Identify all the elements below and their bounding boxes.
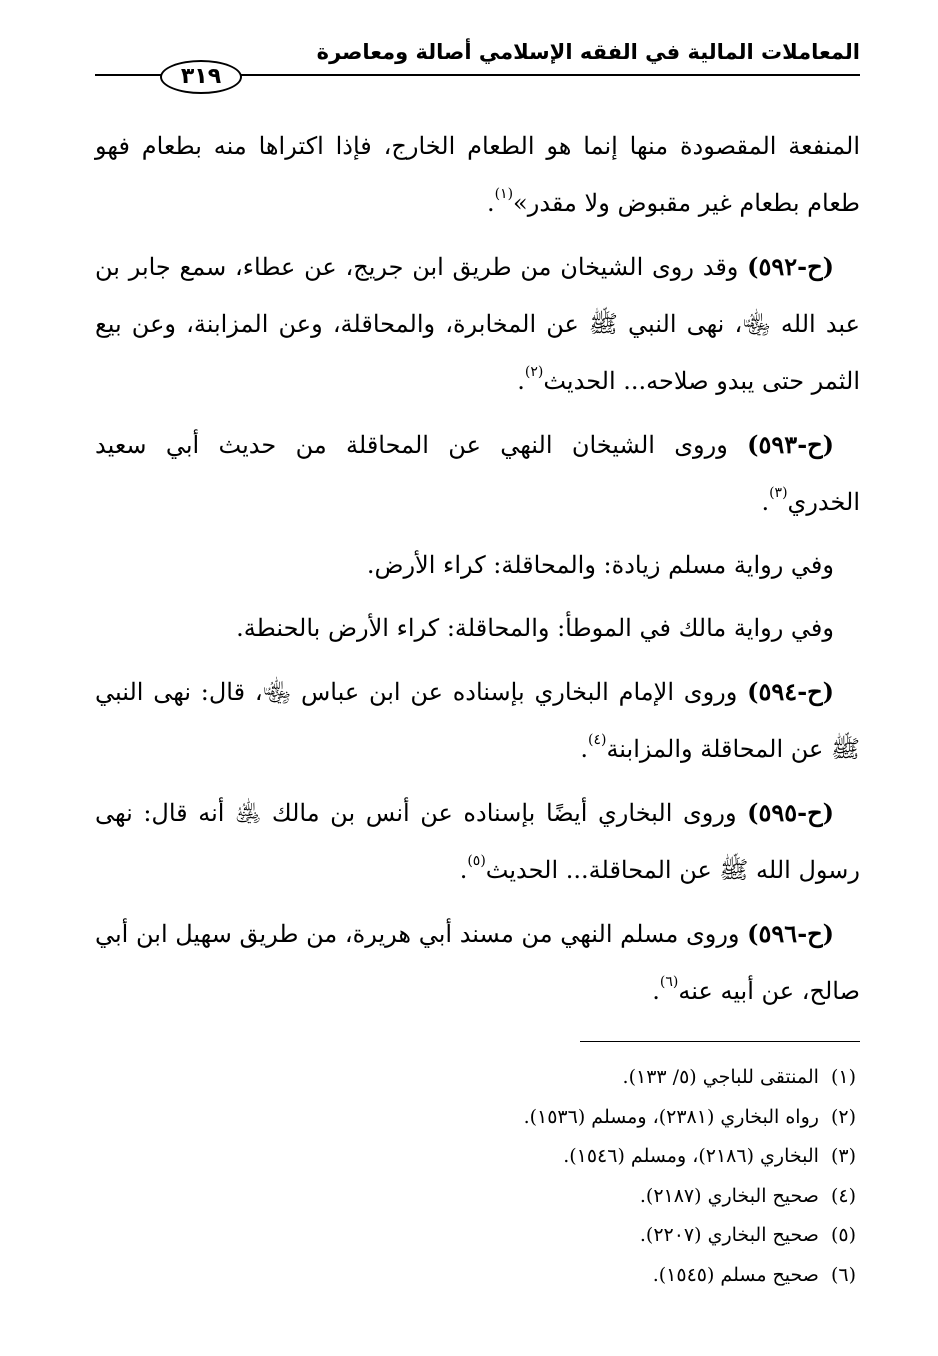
paragraph-text: وفي رواية مالك في الموطأ: والمحاقلة: كراء الأرض بالحنطة. (236, 614, 834, 642)
paragraph-end: . (459, 856, 468, 884)
footnote-mark: (٣) (830, 1145, 856, 1167)
paragraph-end: . (652, 977, 660, 1005)
hadith-paragraph (95, 238, 860, 410)
footnote-item (256, 1177, 856, 1217)
paragraph (95, 537, 860, 594)
paragraph-text: المنفعة المقصودة منها إنما هو الطعام الخارج، فإذا اكتراها منه بطعام فهو طعام بطعام غير مقبوض ولا مقدر» (95, 132, 860, 217)
paragraph (95, 118, 860, 232)
hadith-number: (ح-٥٩٦) (747, 919, 834, 948)
paragraph-text: وروى الشيخان النهي عن المحاقلة من حديث أبي سعيد الخدري (95, 431, 860, 516)
running-title: المعاملات المالية في الفقه الإسلامي أصالة ومعاصرة (316, 40, 860, 64)
paragraph-end: . (517, 367, 525, 395)
footnote-ref: (٣) (769, 485, 788, 501)
paragraph-text: وروى مسلم النهي من مسند أبي هريرة، من طريق سهيل ابن أبي صالح، عن أبيه عنه (95, 920, 860, 1005)
footnote-mark: (٤) (830, 1184, 856, 1207)
footnote-text: صحيح البخاري (٢١٨٧). (639, 1184, 819, 1207)
hadith-number: (ح-٥٩٥) (747, 798, 834, 827)
footnote-item (256, 1058, 856, 1098)
footnote-item (256, 1256, 856, 1296)
footnote-mark: (٥) (830, 1224, 856, 1246)
paragraph (95, 600, 860, 657)
hadith-paragraph (95, 784, 860, 899)
page-number: ٣١٩ (160, 60, 242, 94)
footnote-text: صحيح البخاري (٢٢٠٧). (639, 1224, 819, 1246)
footnote-ref: (٤) (587, 732, 607, 748)
footnote-ref: (١) (494, 186, 514, 202)
hadith-number: (ح-٥٩٢) (747, 252, 834, 281)
footnote-item (256, 1216, 856, 1256)
body-text (95, 118, 860, 1026)
footnote-text: صحيح مسلم (١٥٤٥). (652, 1263, 819, 1286)
footnotes (256, 1058, 856, 1295)
paragraph-text: وروى البخاري أيضًا بإسناده عن أنس بن مالك ﵁ أنه قال: نهى رسول الله ﷺ عن المحاقلة... الحديث (95, 799, 860, 884)
footnote-item (256, 1098, 856, 1138)
footnote-text: رواه البخاري (٢٣٨١)، ومسلم (١٥٣٦). (523, 1105, 819, 1128)
hadith-paragraph (95, 905, 860, 1020)
hadith-paragraph (95, 416, 860, 531)
hadith-number: (ح-٥٩٤) (747, 677, 834, 706)
footnote-ref: (٥) (467, 853, 486, 869)
hadith-number: (ح-٥٩٣) (747, 430, 834, 459)
paragraph-text: وروى الإمام البخاري بإسناده عن ابن عباس ﵄، قال: نهى النبي ﷺ عن المحاقلة والمزابنة (95, 678, 860, 763)
footnote-ref: (٦) (659, 974, 679, 990)
footnote-mark: (٢) (830, 1105, 856, 1128)
footnote-item (256, 1137, 856, 1177)
paragraph-end: . (580, 735, 588, 763)
footnote-mark: (٦) (830, 1263, 856, 1286)
footnote-text: البخاري (٢١٨٦)، ومسلم (١٥٤٦). (563, 1145, 819, 1167)
paragraph-text: وقد روى الشيخان من طريق ابن جريج، عن عطاء، سمع جابر بن عبد الله ﵄، نهى النبي ﷺ عن المخابرة، والمحاقلة، وعن المزابنة، وعن بيع الثمر حتى يبدو صلاحه... الحديث (95, 253, 860, 395)
footnote-mark: (١) (830, 1066, 856, 1088)
paragraph-text: وفي رواية مسلم زيادة: والمحاقلة: كراء الأرض. (366, 551, 834, 579)
footnote-text: المنتقى للباجي (٥/ ١٣٣). (622, 1066, 819, 1088)
paragraph-end: . (486, 189, 495, 217)
footnote-separator (580, 1041, 860, 1042)
hadith-paragraph (95, 663, 860, 778)
paragraph-end: . (761, 488, 770, 516)
footnote-ref: (٢) (524, 364, 544, 380)
